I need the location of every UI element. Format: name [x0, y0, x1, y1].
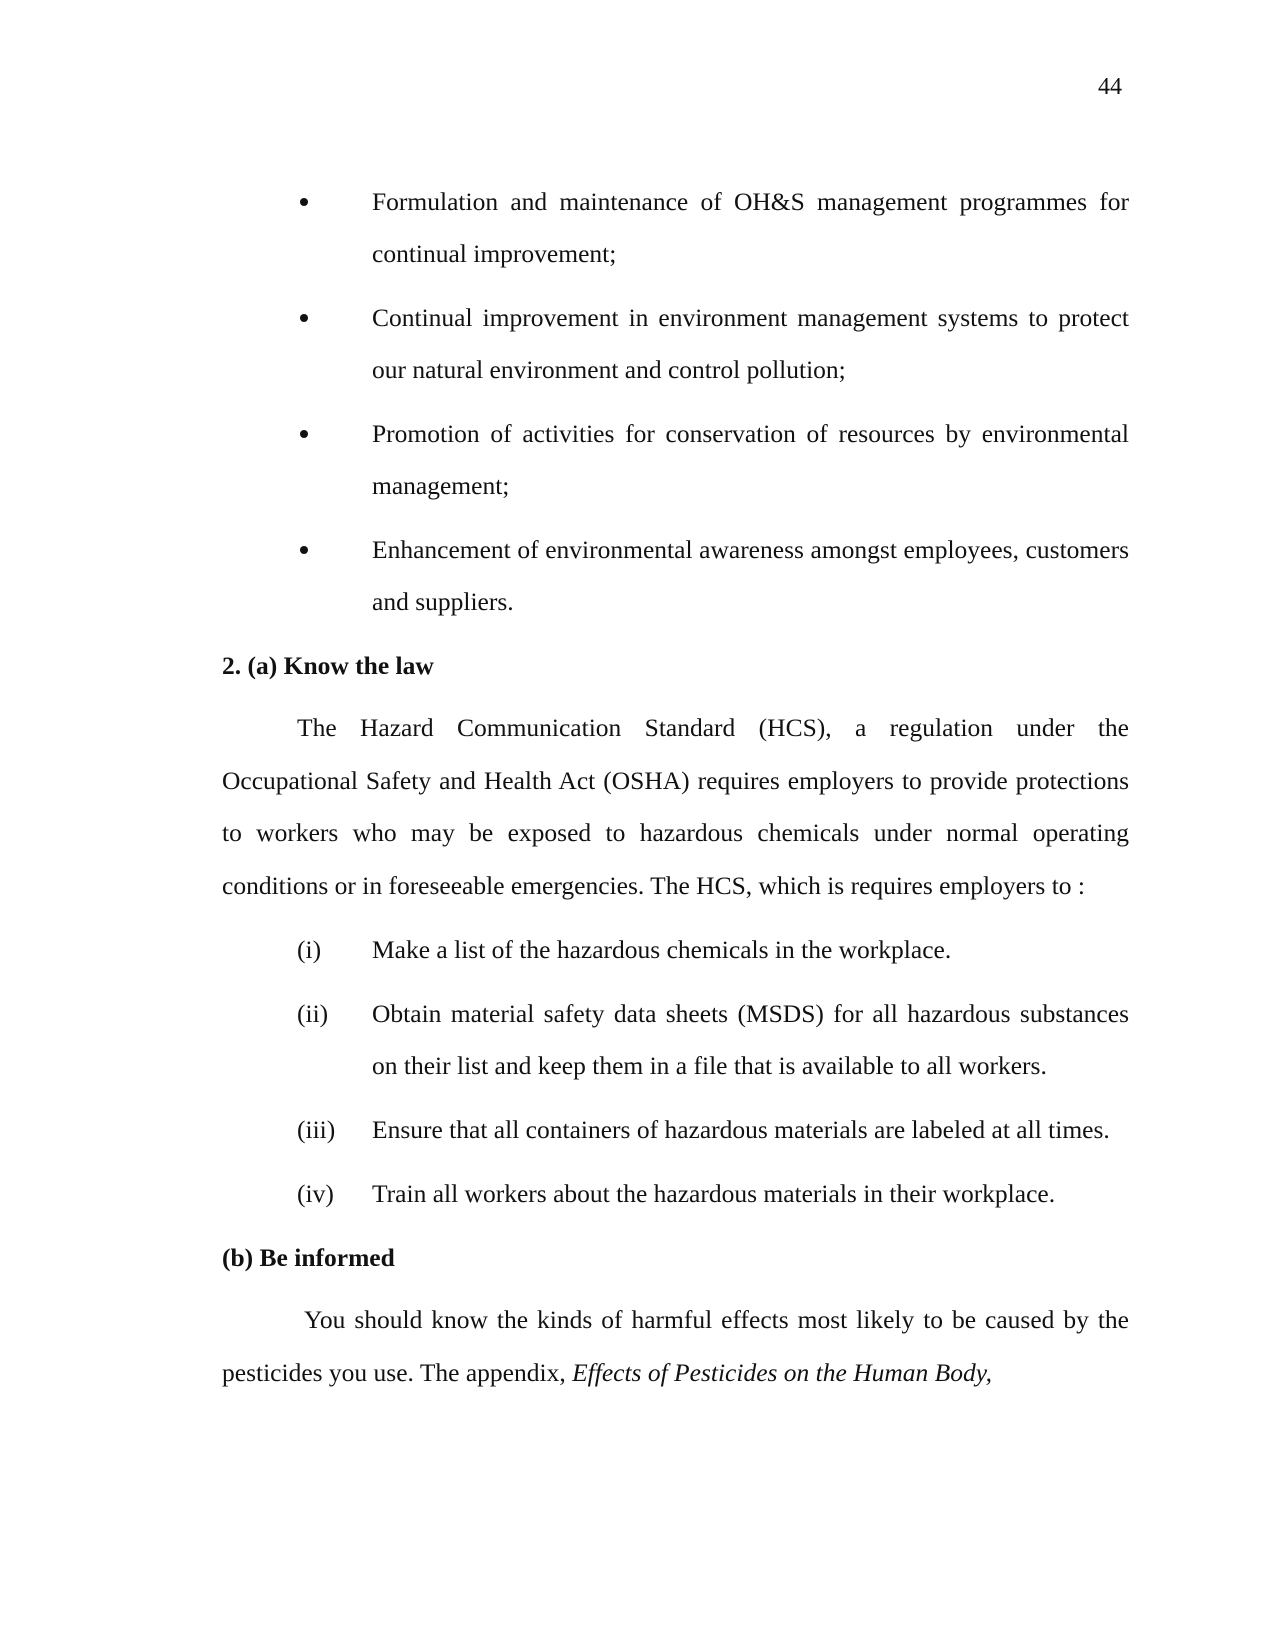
document-body: [222, 176, 1129, 1411]
bullet-icon: [300, 546, 308, 554]
bullet-text: Enhancement of environmental awareness amongst employees, customers and suppliers.: [372, 535, 1129, 616]
page-number: 44: [1098, 74, 1122, 100]
hcs-paragraph: The Hazard Communication Standard (HCS), a regulation under the Occupational Safety and Health Act (OSHA) requires employers to provide protections to workers who may be exposed to hazardous chemicals under normal operating conditions or in foreseeable emergencies. The HCS, which is requires employers to :: [222, 713, 1129, 900]
list-marker: (iii): [297, 1115, 336, 1144]
list-marker: (iv): [297, 1179, 334, 1208]
bullet-icon: [300, 314, 308, 322]
appendix-title: Effects of Pesticides on the Human Body,: [572, 1357, 993, 1387]
section-heading-be-informed: (b) Be informed: [222, 1243, 395, 1272]
list-item: [222, 1104, 1129, 1156]
bullet-text: Continual improvement in environment management systems to protect our natural environment and control pollution;: [372, 303, 1129, 384]
list-item-text: Make a list of the hazardous chemicals in the workplace.: [372, 935, 952, 964]
list-item: [222, 1168, 1129, 1220]
bullet-icon: [300, 430, 308, 438]
bullet-item: [222, 176, 1129, 280]
bullet-item: [222, 524, 1129, 628]
bullet-text: Formulation and maintenance of OH&S management programmes for continual improvement;: [372, 187, 1129, 268]
be-informed-paragraph: [222, 1294, 1129, 1399]
list-item: [222, 924, 1129, 976]
list-marker: (i): [297, 935, 322, 964]
be-informed-text: You should know the kinds of harmful effects most likely to be caused by the pesticides you use. The appendix,: [222, 1305, 1129, 1387]
list-marker: (ii): [297, 999, 329, 1028]
bullet-item: [222, 408, 1129, 512]
section-heading-know-the-law: 2. (a) Know the law: [222, 651, 434, 680]
list-item-text: Train all workers about the hazardous materials in their workplace.: [372, 1179, 1056, 1208]
list-item: [222, 988, 1129, 1092]
bullet-item: [222, 292, 1129, 396]
list-item-text: Obtain material safety data sheets (MSDS) for all hazardous substances on their list and keep them in a file that is available to all workers.: [372, 999, 1129, 1080]
bullet-text: Promotion of activities for conservation of resources by environmental management;: [372, 419, 1129, 500]
list-item-text: Ensure that all containers of hazardous materials are labeled at all times.: [372, 1115, 1110, 1144]
bullet-icon: [300, 198, 308, 206]
